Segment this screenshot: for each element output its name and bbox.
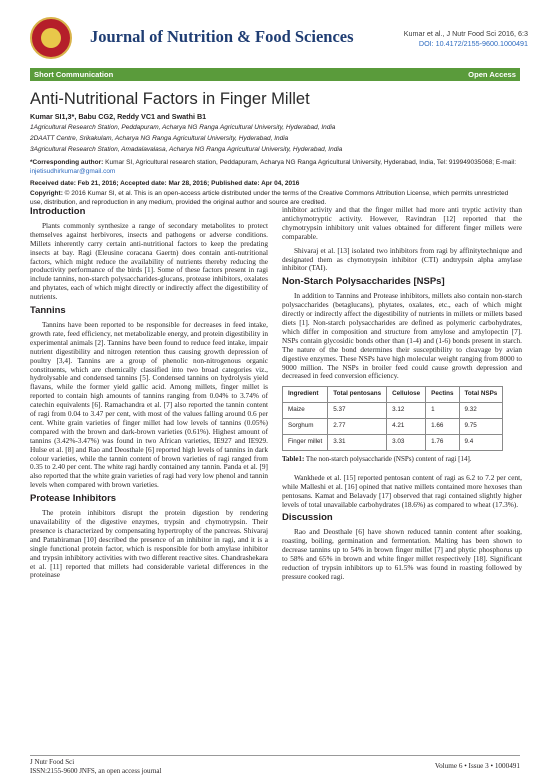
table-header-row bbox=[283, 387, 503, 403]
table-header-cell: Total NSPs bbox=[459, 387, 503, 403]
protease-heading: Protease Inhibitors bbox=[30, 493, 117, 505]
table-cell: 2.77 bbox=[328, 419, 387, 435]
table-cell: 1.76 bbox=[426, 435, 459, 451]
discussion-heading: Discussion bbox=[282, 512, 333, 524]
footer-issn: ISSN:2155-9600 JNFS, an open access journal bbox=[30, 767, 162, 775]
left-column bbox=[30, 206, 268, 585]
tannins-paragraph: Tannins have been reported to be responsible for decreases in feed intake, growth rate, feed efficiency, net metabolizable energy, and protein digestibility in experimental animals [2]. Tannins have been found to reduce feed intake, impair nutrient digestibility and nitrogen retention thus causing growth depression of poultry [3,4]. Tannins are a group of phenolic non-nitrogenous organic constituents, which are chemically classified into two broad categories viz., hydrolysable and condensed tannins [5]. Condensed tannins on hydrolysis yield flavans, while the former yield gallic acid. Among millets, finger millet is reported to contain high amounts of tannins ranging from 0.04% to 3.74% of catechin equivalents [6]. Ramachandra et al. [7] also reported the tannin content of ragi from 0.04 to 3.47 per cent, with most of the values falling around 0.6 per cent. White grain varieties of finger millet had low levels of tannins (0.05%) compared with the brown and dark-brown varieties (0.61%). Highest amount of tannins (3.42%-3.47%) was found in two African varieties, IE927 and IE929. Hulse et al. [8] and Rao and Deosthale [6] reported high levels of tannins in dark colour varieties, while the tannin content of brown varieties of ragi ranged from 0.35 to 2.40 per cent. The white ragi hardly contained any tannin. Panda et al. [9] also reported that the white grain varieties of ragi had very low phenol and tannin levels when compared with brown varieties. bbox=[30, 319, 268, 490]
journal-title: Journal of Nutrition & Food Sciences bbox=[90, 27, 354, 46]
inhibitor-isolation-paragraph: Shivaraj et al. [13] isolated two inhibitors from ragi by affinitytechnique and designated them as chymotrypsin inhibitor (CTI) andtrypsin alpha amylase inhibitor (TAI). bbox=[282, 245, 522, 273]
article-title: Anti-Nutritional Factors in Finger Millet bbox=[30, 90, 310, 108]
table-caption bbox=[282, 455, 522, 464]
table-cell: 9.75 bbox=[459, 419, 503, 435]
table-header-cell: Pectins bbox=[426, 387, 459, 403]
table-cell: 4.21 bbox=[387, 419, 426, 435]
table-row bbox=[283, 435, 503, 451]
table-header-cell: Ingredient bbox=[283, 387, 328, 403]
protease-continued-paragraph: inhibitor activity and that the finger millet had more anti tryptic activity than antichymotryptic activity. However, Ravindran [12] reported that the chymotrypsin inhibitory unit values obtained for different finger millets were comparable. bbox=[282, 205, 522, 241]
doi-link[interactable]: DOI: 10.4172/2155-9600.1000491 bbox=[418, 39, 528, 48]
table-caption-label: Table1: bbox=[282, 454, 305, 463]
corresponding-author bbox=[30, 158, 520, 176]
introduction-paragraph: Plants commonly synthesize a range of secondary metabolites to protect themselves against herbivores, insects and pathogens or adverse conditions. Millets inherently carry certain anti-nutritional factors to keep the predating insects at bay. Ragi (Eleusine coracana Gaertn) does contain anti-nutritional factors, which might reduce the availability of nutrients thereby reducing the productivity performance of the birds [1]. Some of these factors present in ragi include tannins, non-starch polysaccharides-glucans, protease inhibitors, oxalates and phytates, each of which might directly or indirectly affect the digestibility of nutrients. bbox=[30, 220, 268, 302]
pentosan-paragraph: Wankhede et al. [15] reported pentosan content of ragi as 6.2 to 7.2 per cent, while Malleshi et al. [16] opined that native millets contained more hexoses than pentosans. Kamat and Belavady [17] observed that ragi contained slightly higher levels of total unavailable carbohydrates (18.6%) as compared to wheat (17.3%). bbox=[282, 472, 522, 509]
right-column bbox=[282, 206, 522, 587]
author-email-link[interactable]: injetisudhirkumar@gmail.com bbox=[30, 168, 116, 175]
footer-journal-info bbox=[30, 758, 161, 776]
citation-text: Kumar et al., J Nutr Food Sci 2016, 6:3 bbox=[403, 29, 528, 38]
discussion-paragraph: Rao and Deosthale [6] have shown reduced tannin content after soaking, roasting, boiling, germination and fermentation. Malting has been shown to decrease tannins up to 54% in brown finger millet [7] and phytic phosphorus up to 58% and 65% in brown and white finger millet respectively [18]. Significant reduction of trypsin inhibitors up to 61.5% was found in roasting followed by pressure cooked ragi. bbox=[282, 527, 522, 581]
corresponding-label: *Corresponding author: bbox=[30, 159, 104, 166]
table-cell: 5.37 bbox=[328, 403, 387, 419]
affiliation-2: 2DAATT Centre, Srikakulam, Acharya NG Ranga Agricultural University, Hyderabad, India bbox=[30, 135, 289, 142]
table-row bbox=[283, 403, 503, 419]
article-dates: Received date: Feb 21, 2016; Accepted date: Mar 28, 2016; Published date: Apr 04, 2016 bbox=[30, 180, 300, 187]
journal-logo bbox=[30, 17, 72, 59]
table-cell: Maize bbox=[283, 403, 328, 419]
table-cell: 3.12 bbox=[387, 403, 426, 419]
corresponding-text: Kumar SI, Agricultural research station, Peddapuram, Acharya NG Ranga Agricultural University, Hyderabad, India, Tel: 919949035068; E-mail: bbox=[103, 159, 517, 166]
copyright-text: © 2016 Kumar SI, et al. This is an open-access article distributed under the terms of the Creative Commons Attribution License, which permits unrestricted use, distribution, and reproduction in any medium, provided the original author and source are credited. bbox=[30, 190, 509, 206]
affiliation-1: 1Agricultural Research Station, Peddapuram, Acharya NG Ranga Agricultural University, Hyderabad, India bbox=[30, 124, 336, 131]
table-cell: 1 bbox=[426, 403, 459, 419]
nsp-table bbox=[282, 386, 503, 451]
table-cell: 1.66 bbox=[426, 419, 459, 435]
table-cell: 3.31 bbox=[328, 435, 387, 451]
table-cell: 9.32 bbox=[459, 403, 503, 419]
introduction-heading: Introduction bbox=[30, 206, 86, 217]
table-cell: 3.03 bbox=[387, 435, 426, 451]
nsp-heading: Non-Starch Polysaccharides [NSPs] bbox=[282, 276, 445, 288]
open-access-label: Open Access bbox=[468, 69, 516, 79]
table-cell: Finger millet bbox=[283, 435, 328, 451]
affiliation-3: 3Agricultural Research Station, Amadalavalasa, Acharya NG Ranga Agricultural University, Hyderabad, India bbox=[30, 146, 343, 153]
table-header-cell: Total pentosans bbox=[328, 387, 387, 403]
footer-divider bbox=[30, 755, 520, 756]
table-row bbox=[283, 419, 503, 435]
author-list: Kumar SI1,3*, Babu CG2, Reddy VC1 and Swathi B1 bbox=[30, 112, 207, 121]
footer-journal-abbrev: J Nutr Food Sci bbox=[30, 758, 75, 766]
copyright-label: Copyright: bbox=[30, 190, 63, 197]
article-type-label: Short Communication bbox=[34, 69, 114, 79]
footer-volume-info: Volume 6 • Issue 3 • 1000491 bbox=[434, 762, 520, 770]
nsp-paragraph: In addition to Tannins and Protease inhibitors, millets also contain non-starch polysaccharides (betaglucans), phytates, oxalates, etc., each of which might directly or indirectly affect the digestibility of nutrients in millets or millets based diets [1]. Non-starch polysaccharides are defined as polymeric carbohydrates, which differ in composition and structure from amylose and amylopectin [7]. NSPs contain glycosidic bonds other than (1-4) and (1-6) bonds present in starch. The nature of the bond determines their susceptibility to cleavage by avian digestive enzymes. These NSPs have high molecular weight ranging from 8000 to 9000 million. The NSPs in broiler feed could cause growth depression and decreased in feed conversion efficiency. bbox=[282, 291, 522, 381]
table-header-cell: Cellulose bbox=[387, 387, 426, 403]
tannins-heading: Tannins bbox=[30, 305, 66, 317]
table-cell: Sorghum bbox=[283, 419, 328, 435]
protease-paragraph: The protein inhibitors disrupt the protein digestion by rendering unavailability of the digestive enzymes, trypsin and chymotrypsin. Their presence is characterized by compensating hypertrophy of the pancreas. Shivaraj and Pattabiraman [10] described the presence of an inhibitor in ragi, and it is a single functional protein factor, which is responsible for both amylase inhibitor and trypsin inhibitory activities with two different reactive sites. Chandrashekara et al. [11] reported that millets had considerable varietal differences in the proteinase bbox=[30, 508, 268, 580]
table-caption-text: The non-starch polysaccharide (NSPs) content of ragi [14]. bbox=[304, 454, 472, 463]
citation-block bbox=[404, 29, 528, 49]
table-cell: 9.4 bbox=[459, 435, 503, 451]
